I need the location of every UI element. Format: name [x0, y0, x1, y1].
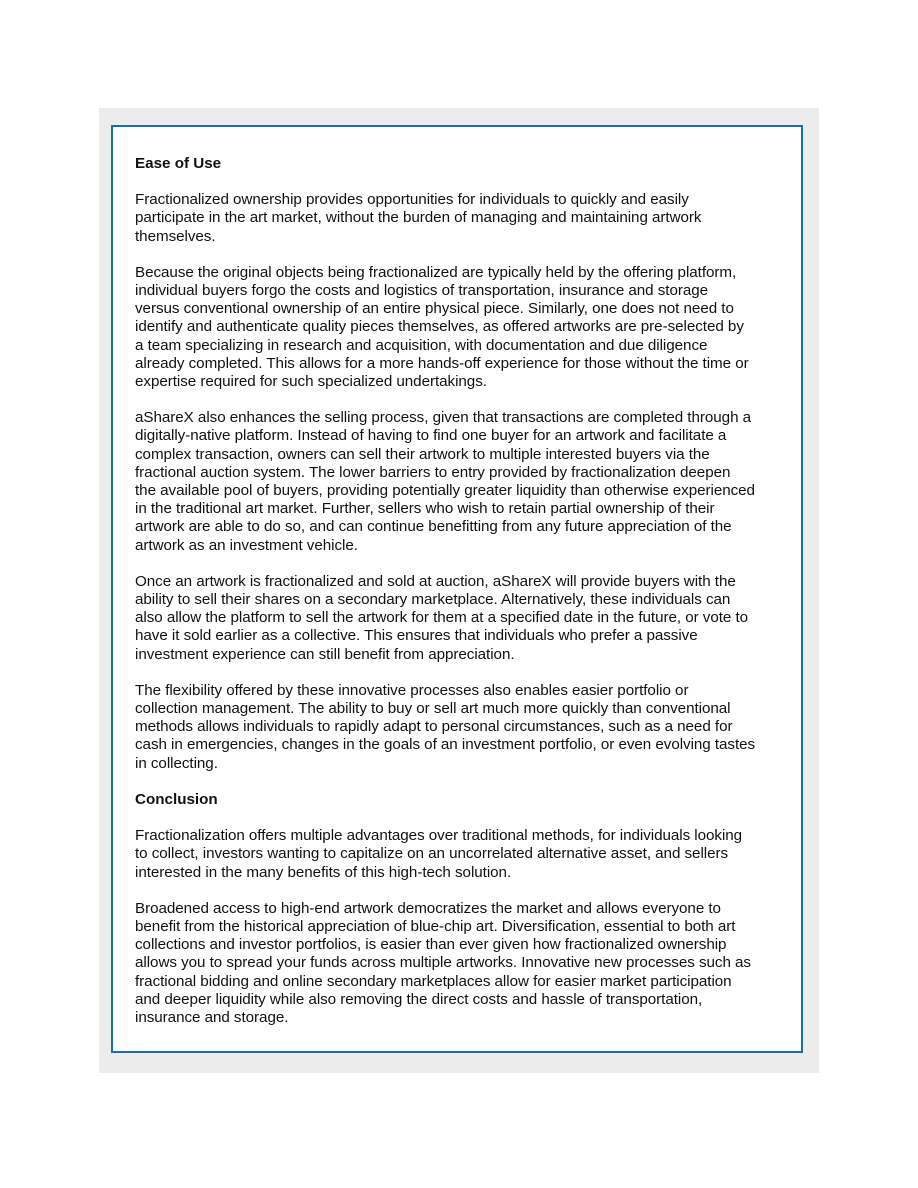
- text-line: versus conventional ownership of an entire physical piece. Similarly, one does not need to: [135, 300, 734, 318]
- text-line: participate in the art market, without the burden of managing and maintaining artwork: [135, 209, 702, 227]
- text-line: Broadened access to high-end artwork democratizes the market and allows everyone to: [135, 899, 721, 917]
- text-line: in the traditional art market. Further, sellers who wish to retain partial ownership of their: [135, 500, 715, 518]
- section-heading: Conclusion: [135, 790, 218, 808]
- text-line: insurance and storage.: [135, 1008, 289, 1026]
- text-line: in collecting.: [135, 754, 218, 772]
- text-line: and deeper liquidity while also removing the direct costs and hassle of transportation,: [135, 990, 703, 1008]
- text-line: Fractionalized ownership provides opportunities for individuals to quickly and easily: [135, 191, 689, 209]
- body-paragraph: [135, 409, 781, 555]
- text-line: complex transaction, owners can sell their artwork to multiple interested buyers via the: [135, 445, 710, 463]
- text-line: also allow the platform to sell the artwork for them at a specified date in the future, or vote to: [135, 609, 749, 627]
- text-line: Because the original objects being fractionalized are typically held by the offering platform,: [135, 263, 737, 281]
- text-line: have it sold earlier as a collective. This ensures that individuals who prefer a passive: [135, 627, 698, 645]
- text-line: investment experience can still benefit from appreciation.: [135, 645, 515, 663]
- text-line: interested in the many benefits of this high-tech solution.: [135, 863, 512, 881]
- text-line: Fractionalization offers multiple advantages over traditional methods, for individuals looking: [135, 827, 743, 845]
- text-line: methods allows individuals to rapidly adapt to personal circumstances, such as a need for: [135, 718, 733, 736]
- text-line: allows you to spread your funds across multiple artworks. Innovative new processes such as: [135, 954, 751, 972]
- text-line: collection management. The ability to buy or sell art much more quickly than conventional: [135, 700, 731, 718]
- text-line: aShareX also enhances the selling process, given that transactions are completed through a: [135, 409, 752, 427]
- text-line: already completed. This allows for a more hands-off experience for those without the time or: [135, 354, 749, 372]
- body-paragraph: [135, 682, 781, 773]
- text-line: artwork as an investment vehicle.: [135, 536, 358, 554]
- text-line: fractional bidding and online secondary marketplaces allow for easier market participation: [135, 972, 732, 990]
- body-paragraph: [135, 900, 781, 1027]
- text-line: the available pool of buyers, providing potentially greater liquidity than otherwise experienced: [135, 482, 755, 500]
- text-line: fractional auction system. The lower barriers to entry provided by fractionalization deepen: [135, 463, 731, 481]
- body-paragraph: [135, 573, 781, 664]
- text-line: to collect, investors wanting to capitalize on an uncorrelated alternative asset, and sellers: [135, 845, 729, 863]
- text-line: benefit from the historical appreciation of blue-chip art. Diversification, essential to both art: [135, 917, 736, 935]
- section-heading: Ease of Use: [135, 155, 222, 172]
- text-line: ability to sell their shares on a secondary marketplace. Alternatively, these individuals can: [135, 591, 731, 609]
- text-line: artwork are able to do so, and can continue benefitting from any future appreciation of the: [135, 518, 732, 536]
- body-paragraph: [135, 191, 781, 246]
- text-line: expertise required for such specialized undertakings.: [135, 373, 487, 391]
- text-line: individual buyers forgo the costs and logistics of transportation, insurance and storage: [135, 282, 709, 300]
- page-frame: [99, 108, 819, 1073]
- content-box: [111, 125, 803, 1053]
- text-line: cash in emergencies, changes in the goals of an investment portfolio, or even evolving tastes: [135, 736, 756, 754]
- text-line: collections and investor portfolios, is easier than ever given how fractionalized ownership: [135, 936, 727, 954]
- body-paragraph: [135, 264, 781, 391]
- text-line: identify and authenticate quality pieces themselves, as offered artworks are pre-selected by: [135, 318, 744, 336]
- text-line: themselves.: [135, 227, 216, 245]
- text-line: a team specializing in research and acquisition, with documentation and due diligence: [135, 336, 708, 354]
- text-line: The flexibility offered by these innovative processes also enables easier portfolio or: [135, 681, 689, 699]
- text-line: digitally-native platform. Instead of having to find one buyer for an artwork and facilitate a: [135, 427, 727, 445]
- body-paragraph: [135, 827, 781, 882]
- text-line: Once an artwork is fractionalized and sold at auction, aShareX will provide buyers with the: [135, 572, 736, 590]
